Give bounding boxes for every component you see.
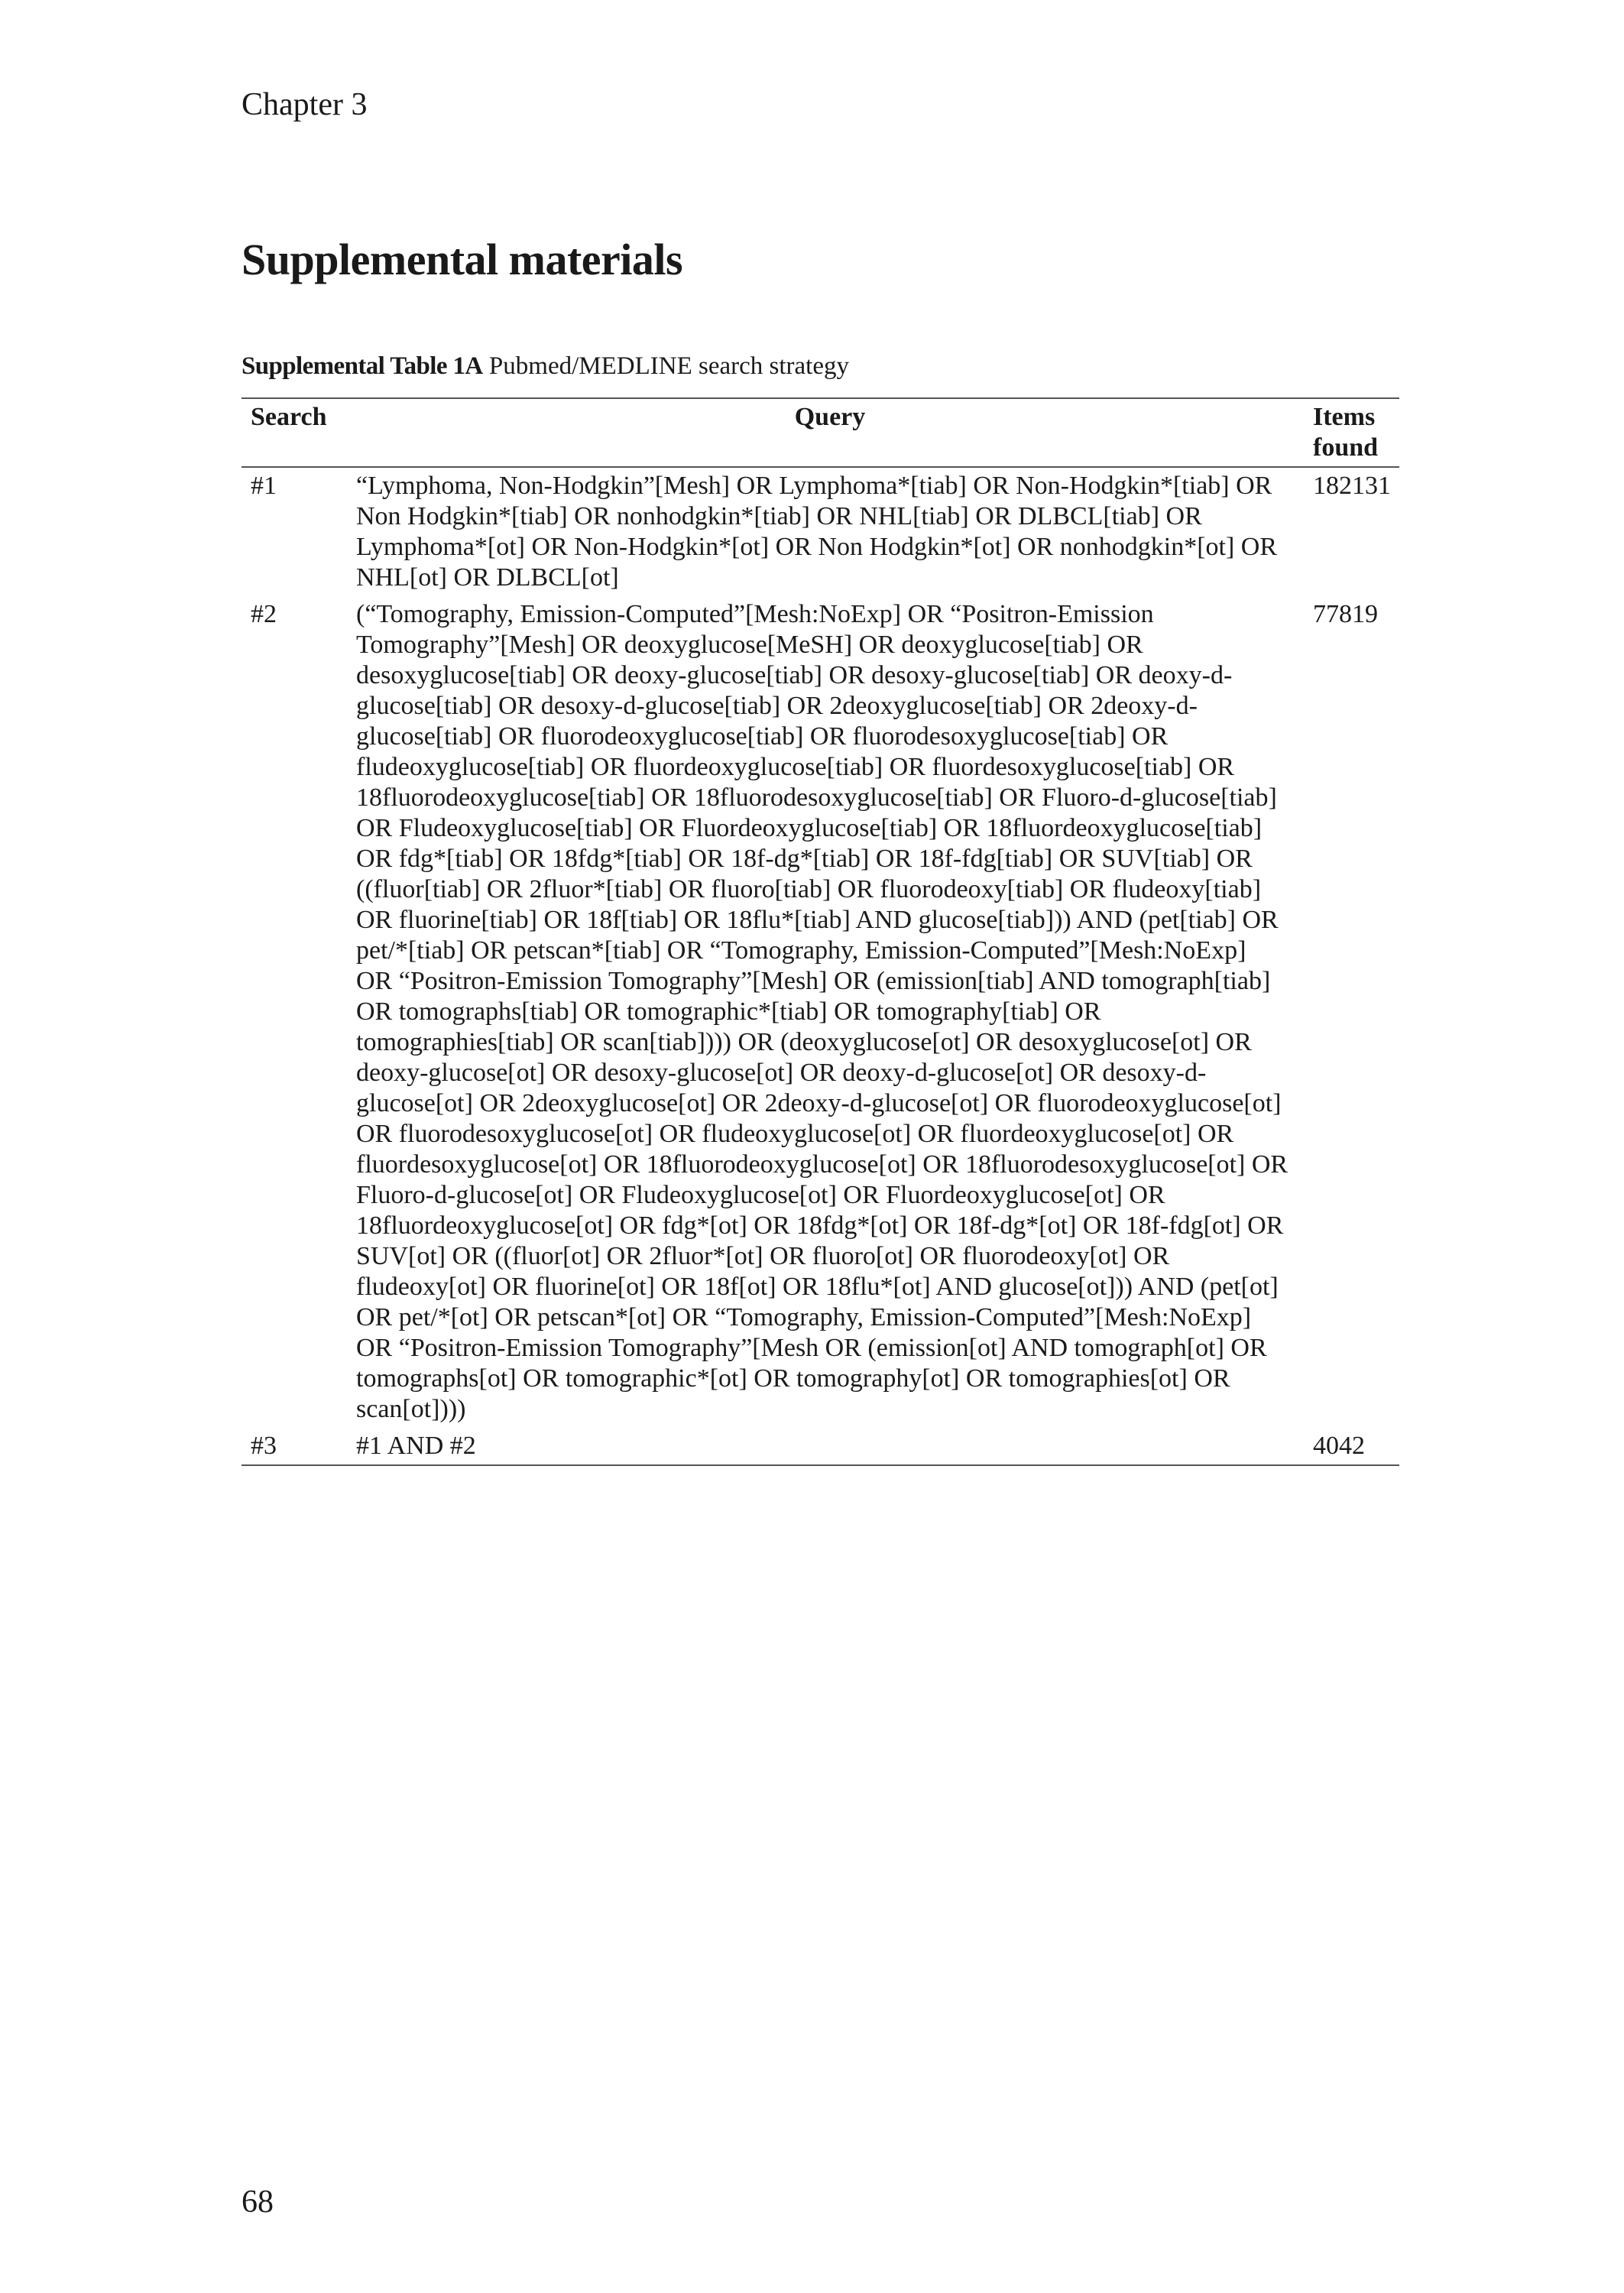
column-header-search: Search [241,398,356,467]
search-strategy-table [241,397,1399,1466]
items-found: 182131 [1313,472,1391,500]
table-row [241,1428,1399,1465]
items-found: 77819 [1313,600,1378,628]
table-caption [241,352,849,382]
column-header-items-found: Items found [1304,398,1399,467]
column-header-query: Query [356,398,1304,467]
table-caption-label: Supplemental Table 1A [241,352,483,380]
query-text: “Lymphoma, Non-Hodgkin”[Mesh] OR Lymphoma*[tiab] OR Non-Hodgkin*[tiab] OR Non Hodgkin*[tiab] OR nonhodgkin*[tiab] OR NHL[tiab] OR DLBCL[tiab] OR Lymphoma*[ot] OR Non-Hodgkin*[ot] OR Non Hodgkin*[ot] OR nonhodgkin*[ot] OR NHL[ot] OR DLBCL[ot] [356,472,1278,592]
search-id: #3 [241,1428,356,1465]
table-row [241,467,1399,596]
page-number: 68 [241,2184,274,2220]
table-row [241,596,1399,1428]
table-caption-text: Pubmed/MEDLINE search strategy [488,352,849,380]
chapter-header: Chapter 3 [241,87,368,122]
section-title: Supplemental materials [241,235,683,284]
search-id: #2 [251,600,277,628]
search-id: #1 [251,472,277,500]
items-found: 4042 [1304,1428,1399,1465]
table-header-row [241,398,1399,467]
query-text: #1 AND #2 [356,1428,1304,1465]
query-text: (“Tomography, Emission-Computed”[Mesh:NoExp] OR “Positron-Emission Tomography”[Mesh] OR deoxyglucose[MeSH] OR deoxyglucose[tiab] OR desoxyglucose[tiab] OR deoxy-glucose[tiab] OR desoxy-glucose[tiab] OR deoxy-d-glucose[tiab] OR desoxy-d-glucose[tiab] OR 2deoxyglucose[tiab] OR 2deoxy-d-glucose[tiab] OR fluorodeoxyglucose[tiab] OR fluorodesoxyglucose[tiab] OR fludeoxyglucose[tiab] OR fluordeoxyglucose[tiab] OR fluordesoxyglucose[tiab] OR 18fluorodeoxyglucose[tiab] OR 18fluorodesoxyglucose[tiab] OR Fluoro-d-glucose[tiab] OR Fludeoxyglucose[tiab] OR Fluordeoxyglucose[tiab] OR 18fluordeoxyglucose[tiab] OR fdg*[tiab] OR 18fdg*[tiab] OR 18f-dg*[tiab] OR 18f-fdg[tiab] OR SUV[tiab] OR ((fluor[tiab] OR 2fluor*[tiab] OR fluoro[tiab] OR fluorodeoxy[tiab] OR fludeoxy[tiab] OR fluorine[tiab] OR 18f[tiab] OR 18flu*[tiab] AND glucose[tiab])) AND (pet[tiab] OR pet/*[tiab] OR petscan*[tiab] OR “Tomography, Emission-Computed”[Mesh:NoExp] OR “Positron-Emission Tomography”[Mesh] OR (emission[tiab] AND tomograph[tiab] OR tomographs[tiab] OR tomographic*[tiab] OR tomography[tiab] OR tomographies[tiab] OR scan[tiab]))) OR (deoxyglucose[ot] OR desoxyglucose[ot] OR deoxy-glucose[ot] OR desoxy-glucose[ot] OR deoxy-d-glucose[ot] OR desoxy-d-glucose[ot] OR 2deoxyglucose[ot] OR 2deoxy-d-glucose[ot] OR fluorodeoxyglucose[ot] OR fluorodesoxyglucose[ot] OR fludeoxyglucose[ot] OR fluordeoxyglucose[ot] OR fluordesoxyglucose[ot] OR 18fluorodeoxyglucose[ot] OR 18fluorodesoxyglucose[ot] OR Fluoro-d-glucose[ot] OR Fludeoxyglucose[ot] OR Fluordeoxyglucose[ot] OR 18fluordeoxyglucose[ot] OR fdg*[ot] OR 18fdg*[ot] OR 18f-dg*[ot] OR 18f-fdg[ot] OR SUV[ot] OR ((fluor[ot] OR 2fluor*[ot] OR fluoro[ot] OR fluorodeoxy[ot] OR fludeoxy[ot] OR fluorine[ot] OR 18f[ot] OR 18flu*[ot] AND glucose[ot])) AND (pet[ot] OR pet/*[ot] OR petscan*[ot] OR “Tomography, Emission-Computed”[Mesh:NoExp] OR “Positron-Emission Tomography”[Mesh OR (emission[ot] AND tomograph[ot] OR tomographs[ot] OR tomographic*[ot] OR tomography[ot] OR tomographies[ot] OR scan[ot]))) [356,600,1289,1423]
